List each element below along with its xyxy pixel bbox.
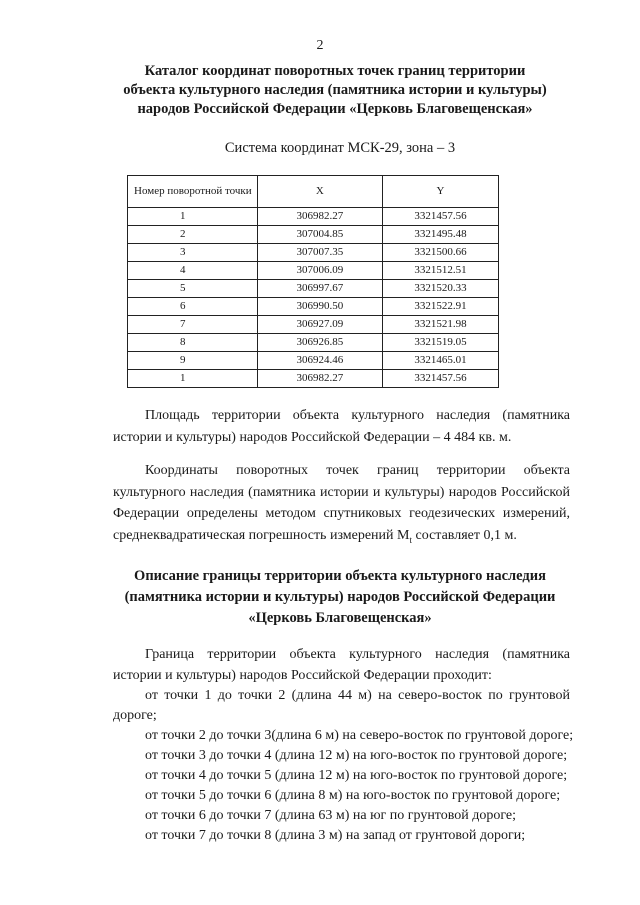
coordinates-table [127,175,499,388]
table-row [128,298,499,316]
cell-x: 306982.27 [257,208,382,226]
cell-point-number: 2 [128,226,258,244]
section-title-line: (памятника истории и культуры) народов Российской Федерации [124,589,556,605]
boundary-item: от точки 4 до точки 5 (длина 12 м) на юго-восток по грунтовой дороге; [145,768,568,783]
table-row [128,208,499,226]
method-paragraph [113,460,570,551]
method-subscript: t [409,534,412,545]
cell-x: 306990.50 [257,298,382,316]
cell-y: 3321520.33 [383,280,499,298]
section-title [110,566,570,629]
page-number: 2 [316,38,324,53]
header-point-number: Номер поворотной точки [128,176,258,208]
table-row [128,280,499,298]
header-y: Y [383,176,499,208]
cell-point-number: 1 [128,370,258,388]
header-x: X [257,176,382,208]
cell-x: 306926.85 [257,334,382,352]
cell-point-number: 3 [128,244,258,262]
cell-y: 3321512.51 [383,262,499,280]
cell-x: 307007.35 [257,244,382,262]
cell-y: 3321457.56 [383,370,499,388]
table-row [128,226,499,244]
cell-point-number: 1 [128,208,258,226]
table-row [128,334,499,352]
cell-y: 3321495.48 [383,226,499,244]
table-row [128,262,499,280]
method-text-end: составляет 0,1 м. [412,527,517,543]
cell-point-number: 7 [128,316,258,334]
boundary-item: от точки 2 до точки 3(длина 6 м) на северо-восток по грунтовой дороге; [145,728,574,743]
cell-x: 307006.09 [257,262,382,280]
table-row [128,352,499,370]
boundary-item: от точки 6 до точки 7 (длина 63 м) на юг по грунтовой дороге; [145,808,517,823]
cell-point-number: 6 [128,298,258,316]
cell-y: 3321457.56 [383,208,499,226]
table-row [128,244,499,262]
cell-y: 3321522.91 [383,298,499,316]
cell-x: 306924.46 [257,352,382,370]
cell-y: 3321519.05 [383,334,499,352]
cell-y: 3321521.98 [383,316,499,334]
coordinate-system: Система координат МСК-29, зона – 3 [224,140,456,156]
section-title-line: Описание границы территории объекта культурного наследия [134,568,546,584]
catalog-title-line: Каталог координат поворотных точек границ территории [144,63,526,79]
table-header-row [128,176,499,208]
table-row [128,316,499,334]
cell-x: 306927.09 [257,316,382,334]
boundary-item: от точки 5 до точки 6 (длина 8 м) на юго-восток по грунтовой дороге; [145,788,561,803]
table-row [128,370,499,388]
cell-point-number: 9 [128,352,258,370]
cell-x: 306997.67 [257,280,382,298]
cell-y: 3321500.66 [383,244,499,262]
cell-x: 306982.27 [257,370,382,388]
boundary-intro: Граница территории объекта культурного наследия (памятника истории и культуры) народов Российской Федерации проходит: [113,647,570,683]
catalog-title [120,62,550,119]
area-paragraph: Площадь территории объекта культурного наследия (памятника истории и культуры) народов Российской Федерации – 4 484 кв. м. [113,408,570,445]
cell-point-number: 8 [128,334,258,352]
cell-point-number: 5 [128,280,258,298]
boundary-item: от точки 3 до точки 4 (длина 12 м) на юго-восток по грунтовой дороге; [145,748,568,763]
catalog-title-line: объекта культурного наследия (памятника истории и культуры) [123,82,547,98]
cell-y: 3321465.01 [383,352,499,370]
cell-point-number: 4 [128,262,258,280]
method-text: Координаты поворотных точек границ территории объекта культурного наследия (памятника истории и культуры) народов Российской Федерации определены методом спутниковых геодезических измерений, среднеквадратическая погрешность измерений M [113,463,570,543]
boundary-item: от точки 1 до точки 2 (длина 44 м) на северо-восток по грунтовой дороге; [113,688,570,723]
boundary-item: от точки 7 до точки 8 (длина 3 м) на запад от грунтовой дороги; [145,828,526,843]
section-title-line: «Церковь Благовещенская» [248,610,432,626]
cell-x: 307004.85 [257,226,382,244]
catalog-title-line: народов Российской Федерации «Церковь Благовещенская» [137,101,533,117]
